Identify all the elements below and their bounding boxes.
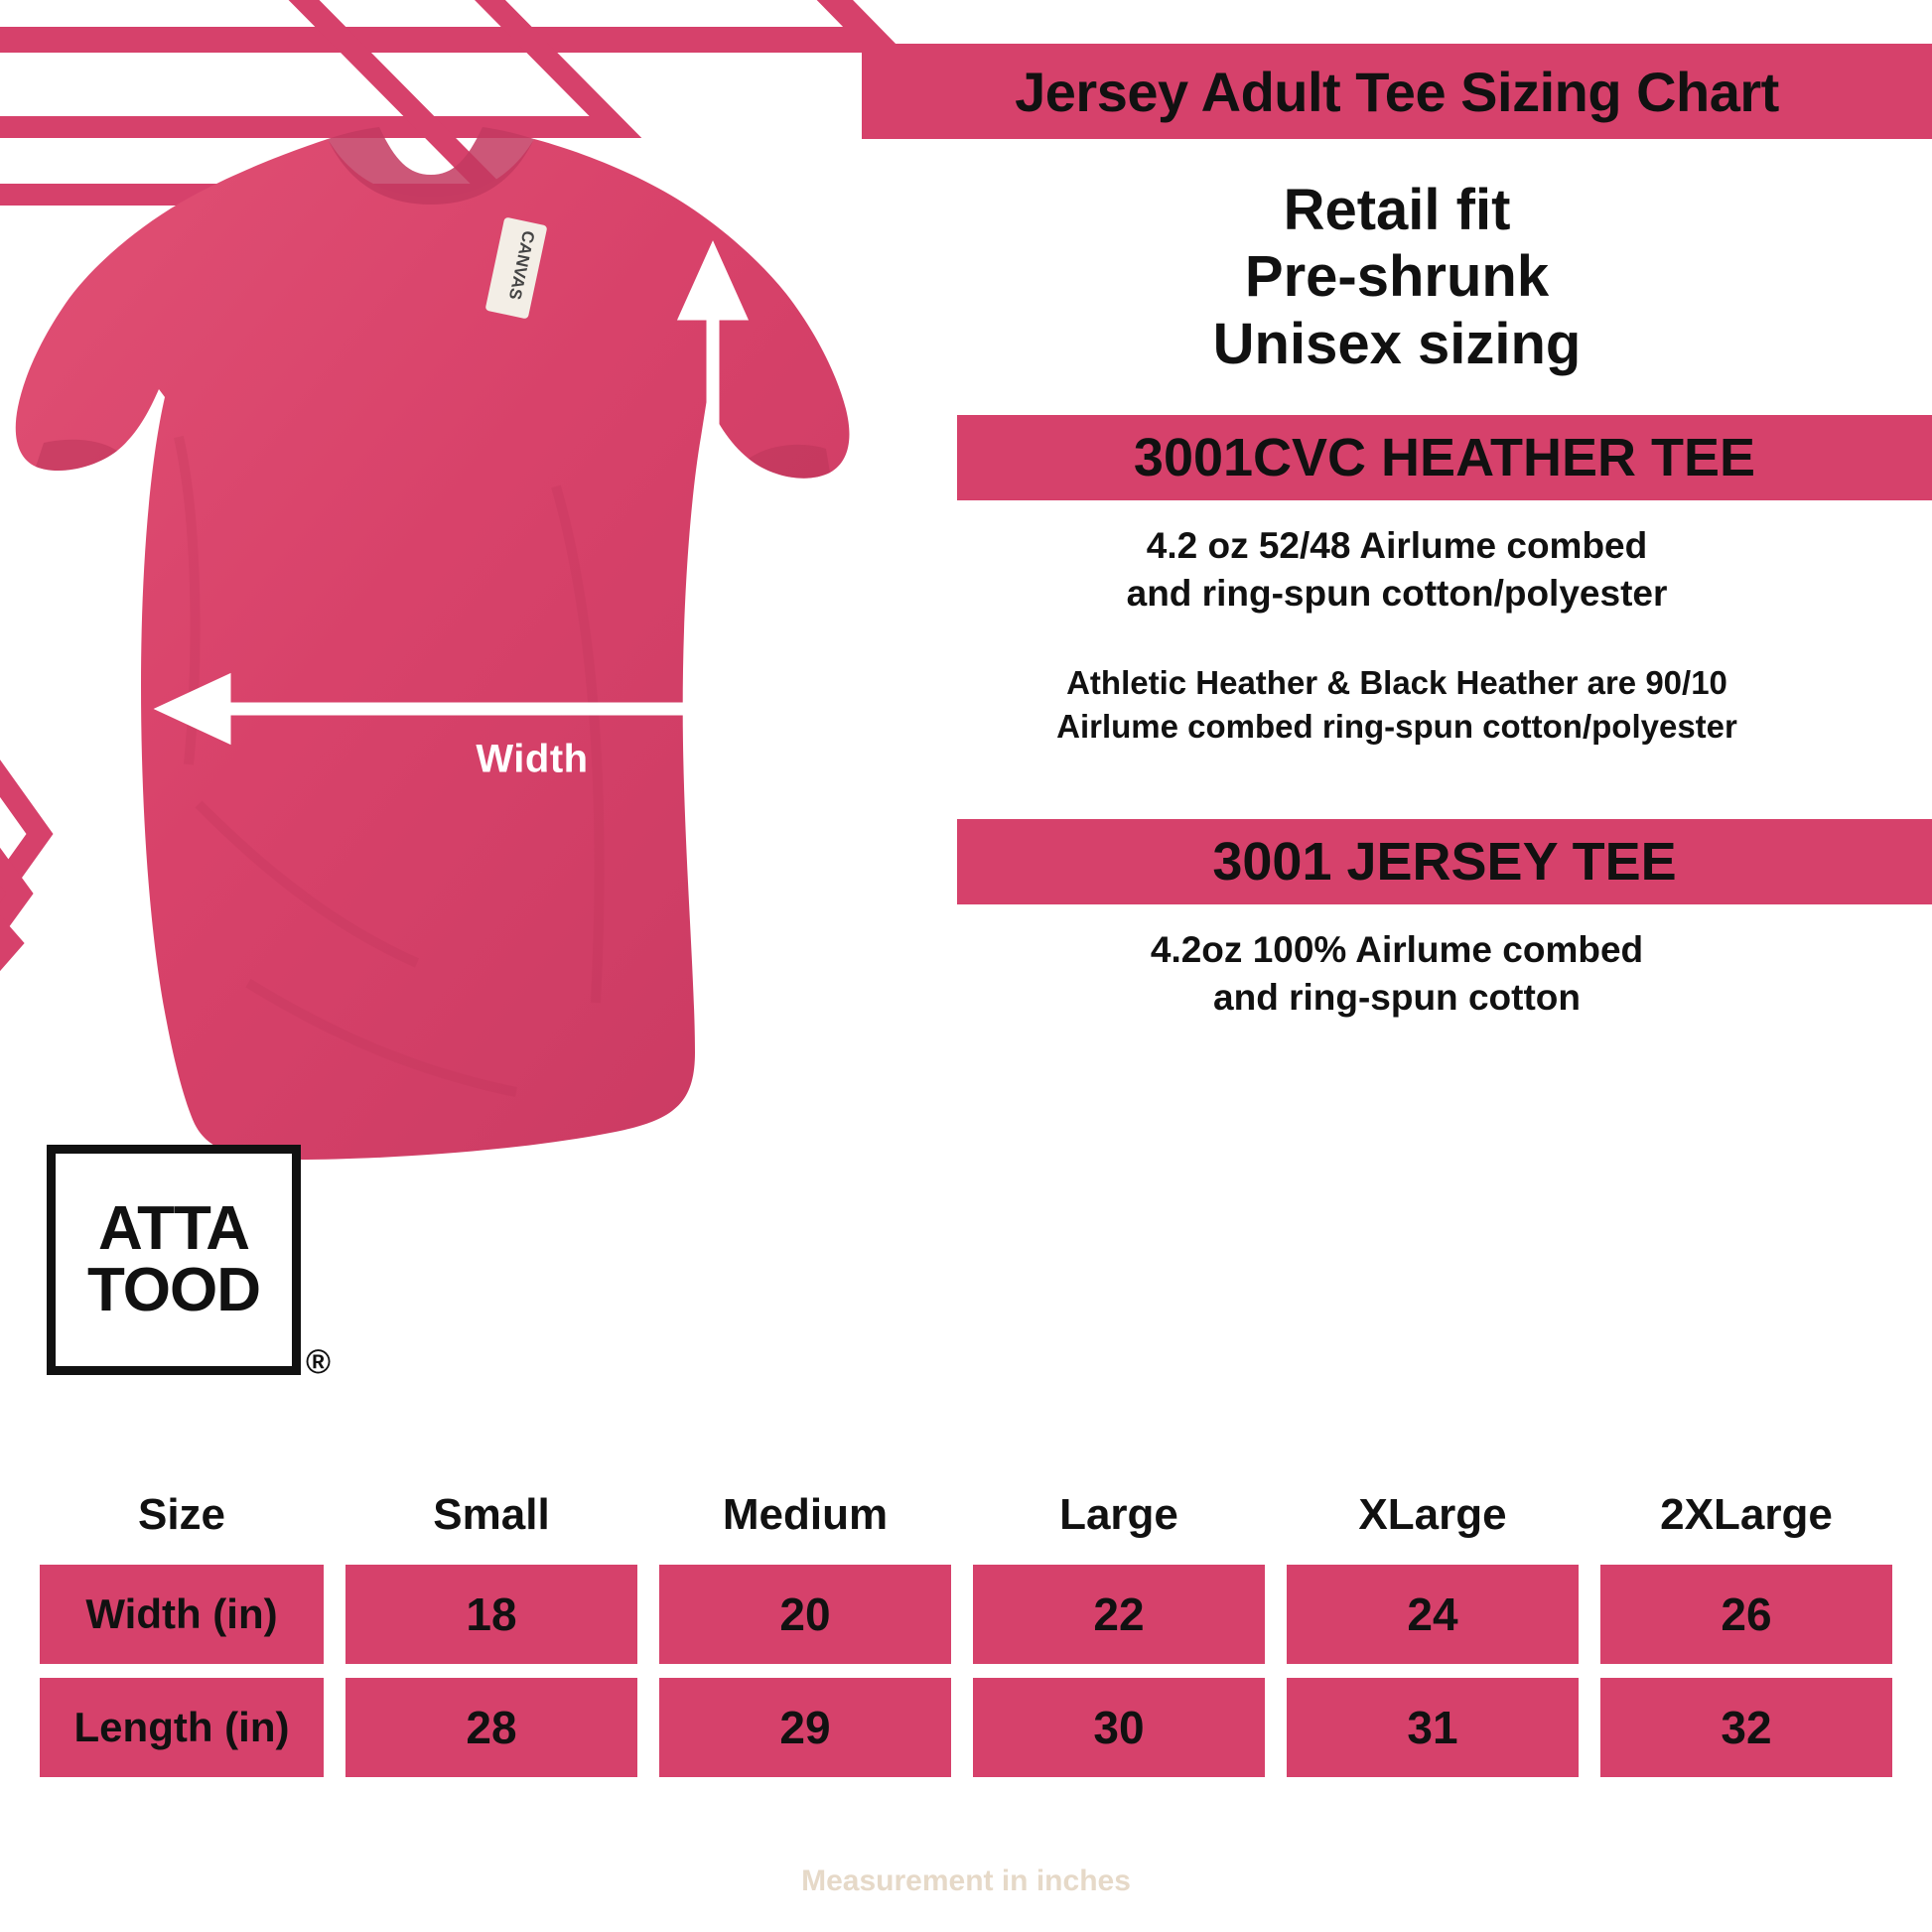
table-cell-length-small: 28 bbox=[345, 1678, 637, 1777]
brand-logo-line-2: TOOD bbox=[87, 1256, 260, 1324]
table-cell-width-large: 22 bbox=[973, 1565, 1265, 1664]
heather-tee-note bbox=[862, 661, 1932, 748]
table-header-medium: Medium bbox=[722, 1490, 889, 1539]
width-label: Width bbox=[476, 737, 589, 781]
table-header-size: Size bbox=[137, 1490, 226, 1539]
fit-description bbox=[862, 177, 1932, 377]
table-row-width-label: Width (in) bbox=[40, 1565, 324, 1664]
length-label: Length bbox=[767, 492, 812, 629]
jersey-tee-spec-line-1: 4.2oz 100% Airlume combed bbox=[1150, 929, 1644, 971]
table-cell-length-medium: 29 bbox=[659, 1678, 951, 1777]
fit-line-1: Retail fit bbox=[1283, 178, 1511, 242]
table-cell-width-small: 18 bbox=[345, 1565, 637, 1664]
jersey-tee-spec bbox=[862, 926, 1932, 1022]
page-title bbox=[862, 44, 1932, 139]
jersey-tee-spec-line-2: and ring-spun cotton bbox=[1213, 977, 1581, 1019]
brand-logo-line-1: ATTA bbox=[97, 1194, 250, 1263]
heather-tee-spec bbox=[862, 522, 1932, 618]
table-cell-length-2xlarge: 32 bbox=[1600, 1678, 1892, 1777]
product-band-jersey-tee bbox=[957, 819, 1932, 904]
table-header-2xlarge: 2XLarge bbox=[1660, 1490, 1833, 1539]
page-title-text: Jersey Adult Tee Sizing Chart bbox=[1015, 60, 1779, 123]
table-header-row bbox=[40, 1479, 1892, 1551]
table-cell-width-2xlarge: 26 bbox=[1600, 1565, 1892, 1664]
heather-tee-spec-line-2: and ring-spun cotton/polyester bbox=[1126, 572, 1668, 614]
measurement-footnote: Measurement in inches bbox=[801, 1864, 1131, 1897]
table-cell-width-medium: 20 bbox=[659, 1565, 951, 1664]
table-header-small: Small bbox=[433, 1490, 550, 1539]
fit-line-2: Pre-shrunk bbox=[1244, 244, 1550, 310]
svg-text:CANVAS: CANVAS bbox=[504, 228, 539, 302]
heather-tee-spec-line-1: 4.2 oz 52/48 Airlume combed bbox=[1146, 524, 1648, 566]
sizing-table bbox=[40, 1479, 1892, 1791]
product-band-heather-tee bbox=[957, 415, 1932, 500]
product-band-jersey-tee-label: 3001 JERSEY TEE bbox=[1212, 832, 1677, 893]
registered-trademark-icon: ® bbox=[306, 1343, 332, 1381]
fit-line-3: Unisex sizing bbox=[1212, 311, 1582, 376]
table-cell-width-xlarge: 24 bbox=[1287, 1565, 1579, 1664]
product-info-column bbox=[862, 159, 1932, 1022]
brand-logo bbox=[47, 1145, 301, 1375]
tshirt-illustration bbox=[0, 109, 874, 1191]
table-row-width bbox=[40, 1565, 1892, 1664]
table-header-xlarge: XLarge bbox=[1358, 1490, 1507, 1539]
table-cell-length-xlarge: 31 bbox=[1287, 1678, 1579, 1777]
table-header-large: Large bbox=[1059, 1490, 1178, 1539]
product-band-heather-tee-label: 3001CVC HEATHER TEE bbox=[1133, 427, 1756, 487]
heather-tee-note-line-2: Airlume combed ring-spun cotton/polyester bbox=[1056, 707, 1737, 745]
heather-tee-note-line-1: Athletic Heather & Black Heather are 90/10 bbox=[1066, 663, 1727, 701]
table-row-length-label: Length (in) bbox=[40, 1678, 324, 1777]
table-row-length bbox=[40, 1678, 1892, 1777]
table-cell-length-large: 30 bbox=[973, 1678, 1265, 1777]
